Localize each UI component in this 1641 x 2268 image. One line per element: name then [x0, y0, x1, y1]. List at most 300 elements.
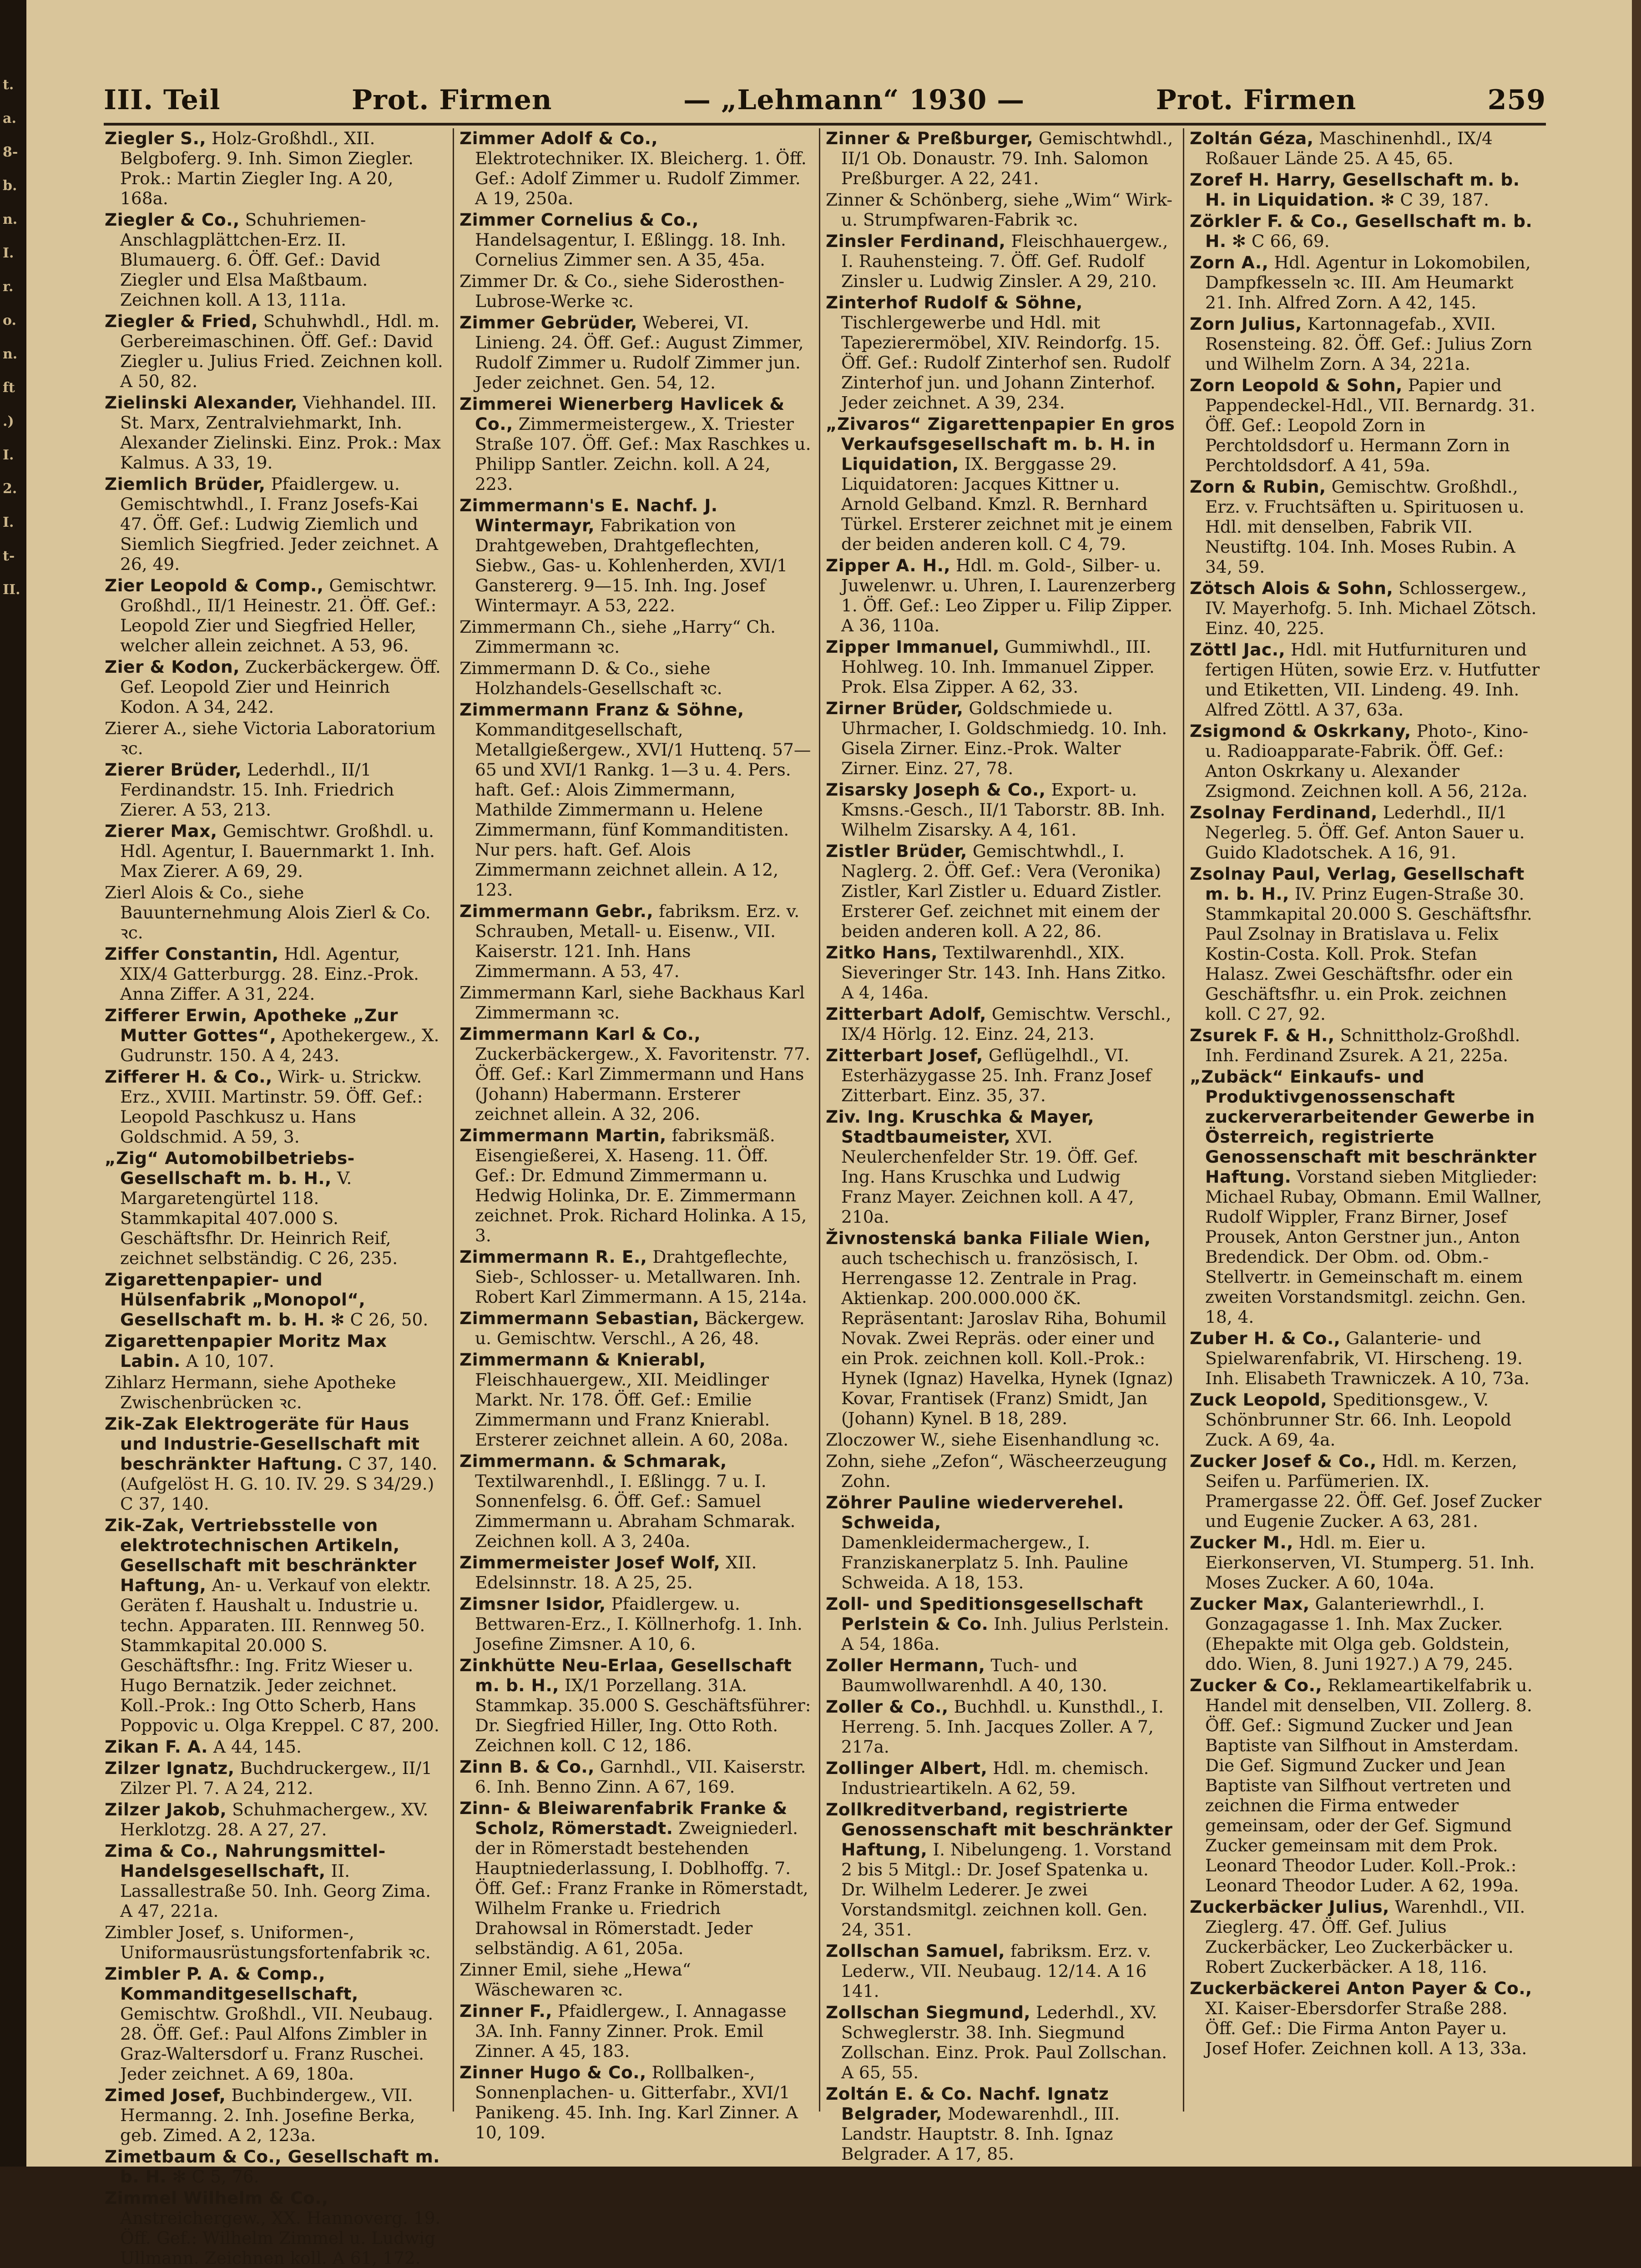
margin-fragment: t.: [3, 77, 14, 93]
column-divider: [1183, 128, 1184, 2112]
firm-name: Ziv. Ing. Kruschka & Mayer, Stadtbaumeister,: [826, 1107, 1095, 1147]
firm-name: Zorn Leopold & Sohn,: [1190, 375, 1403, 395]
directory-entry: [826, 414, 1176, 554]
firm-name: Zimed Josef,: [105, 2085, 226, 2105]
directory-entry: [459, 617, 812, 657]
firm-details: Warenhdl., VII. Zieglerg. 47. Öff. Gef. Julius Zuckerbäcker, Leo Zuckerbäcker u. Robert Zuckerbäcker. A 18, 116.: [1205, 1897, 1525, 1977]
directory-entry: [459, 210, 812, 270]
firm-name: Zöttl Jac.,: [1190, 640, 1286, 660]
firm-details: Anstreichergew., XX. Hannoverg. 19. Öff. Gef.: Wilhelm Zimmel u. Ludwig Ullmann. Zeichnen koll. A 61, 172.: [120, 2208, 441, 2268]
directory-entry: [826, 2084, 1176, 2164]
directory-entry: [826, 1107, 1176, 1227]
adjacent-page-fragments: [3, 68, 23, 607]
directory-entry: [105, 1799, 444, 1840]
directory-entry: [826, 1492, 1176, 1593]
directory-entry: [105, 1331, 444, 1371]
firm-details: Modewarenhdl., III. Landstr. Hauptstr. 8. Inh. Ignaz Belgrader. A 17, 85.: [841, 2104, 1120, 2164]
firm-name: Zikan F. A.: [105, 1737, 208, 1757]
firm-name: Zinkhütte Neu-Erlaa, Gesellschaft m. b. H.,: [459, 1655, 792, 1695]
firm-details: Kommanditgesellschaft, Metallgießergew., XVI/1 Huttenq. 57—65 und XVI/1 Rankg. 1—3 u. 4. Pers. haft. Gef.: Alois Zimmermann, Mathilde Zimmermann u. Helene Zimmermann, fünf Kommanditisten. Nur pers. haft. Gef. Alois Zimmermann zeichnet allein. A 12, 123.: [475, 720, 811, 900]
directory-entry: [826, 1004, 1176, 1044]
firm-details: Pfaidlergew. u. Bettwaren-Erz., I. Köllnerhofg. 1. Inh. Josefine Zimsner. A 10, 6.: [475, 1594, 803, 1654]
directory-entry: [826, 190, 1176, 230]
firm-name: Zisarsky Joseph & Co.,: [826, 780, 1046, 800]
firm-details: Zinner & Schönberg, siehe „Wim“ Wirk- u. Strumpfwaren-Fabrik ꝛc.: [826, 190, 1173, 230]
firm-name: Zollschan Siegmund,: [826, 2002, 1031, 2022]
firm-details: Gemischtwr. Großhdl. u. Hdl. Agentur, I. Bauernmarkt 1. Inh. Max Zierer. A 69, 29.: [120, 821, 435, 881]
firm-details: Gummiwhdl., III. Hohlweg. 10. Inh. Immanuel Zipper. Prok. Elsa Zipper. A 62, 33.: [841, 637, 1155, 697]
directory-entry: [1190, 802, 1542, 862]
book-title: — „Lehmann“ 1930 —: [683, 84, 1025, 116]
firm-name: Zorn Julius,: [1190, 314, 1302, 334]
directory-entry: [826, 637, 1176, 697]
directory-entry: [105, 718, 444, 758]
firm-details: Vorstand sieben Mitglieder: Michael Rubay, Obmann. Emil Wallner, Rudolf Wippler, Franz Birner, Josef Prousek, Anton Gerstner jun., Anton Bredendick. Der Obm. od. Obm.-Stellvertr. in Gemeinschaft m. einem zweiten Vorstandsmitgl. zeichn. Gen. 18, 4.: [1205, 1167, 1542, 1327]
directory-entry: [826, 2002, 1176, 2082]
directory-entry: [459, 1024, 812, 1124]
firm-name: Zoltán E. & Co. Nachf. Ignatz Belgrader,: [826, 2084, 1109, 2124]
firm-name: Zuck Leopold,: [1190, 1390, 1328, 1410]
firm-name: Zilzer Ignatz,: [105, 1758, 235, 1778]
firm-name: Zoller & Co.,: [826, 1697, 949, 1717]
firm-name: Zimmerei Wienerberg Havlicek & Co.,: [459, 394, 785, 434]
directory-entry: [105, 2188, 444, 2268]
firm-details: Zimmer Dr. & Co., siehe Siderosthen-Lubrose-Werke ꝛc.: [459, 271, 785, 311]
directory-entry: [826, 1430, 1176, 1450]
margin-fragment: I.: [3, 245, 14, 261]
firm-name: Zinn B. & Co.,: [459, 1757, 595, 1777]
directory-entry: [105, 1737, 444, 1757]
firm-details: Textilwarenhdl., XIX. Sieveringer Str. 143. Inh. Hans Zitko. A 4, 146a.: [841, 942, 1166, 1003]
directory-entry: [826, 780, 1176, 840]
directory-entry: [459, 128, 812, 208]
directory-entry: [1190, 170, 1542, 210]
firm-name: Zoll- und Speditionsgesellschaft Perlstein & Co.: [826, 1594, 1143, 1634]
directory-entry: [105, 1148, 444, 1268]
firm-name: Zörkler F. & Co., Gesellschaft m. b. H.: [1190, 211, 1533, 251]
firm-details: Inh. Julius Perlstein. A 54, 186a.: [841, 1614, 1169, 1654]
firm-details: Hdl. mit Hutfurnituren und fertigen Hüten, sowie Erz. v. Hutfutter und Etiketten, VII. Lindeng. 49. Inh. Alfred Zöttl. A 37, 63a.: [1205, 640, 1540, 720]
firm-name: Zimmermann Gebr.,: [459, 901, 654, 921]
directory-entry: [1190, 1451, 1542, 1531]
page-edge-shadow: [1632, 0, 1641, 2167]
firm-details: C 37, 140. (Aufgelöst H. G. 10. IV. 29. S 34/29.) C 37, 140.: [120, 1454, 438, 1514]
firm-details: Hdl. m. Eier u. Eierkonserven, VI. Stumperg. 51. Inh. Moses Zucker. A 60, 104a.: [1205, 1532, 1535, 1593]
firm-details: Rollbalken-, Sonnenplachen- u. Gitterfabr., XVI/1 Panikeng. 45. Inh. Ing. Karl Zinner. A 10, 109.: [475, 2062, 798, 2142]
firm-name: Zöhrer Pauline wiederverehel. Schweida,: [826, 1492, 1124, 1532]
firm-details: Reklameartikelfabrik u. Handel mit denselben, VII. Zollerg. 8. Öff. Gef.: Sigmund Zucker und Jean Baptiste van Silfhout in Amsterdam. Die Gef. Sigmund Zucker und Jean Baptiste van Silfhout vertreten und zeichnen die Firma entweder gemeinsam, oder der Gef. Sigmund Zucker gemeinsam mit dem Prok. Leonard Theodor Luder. Koll.-Prok.: Leonard Theodor Luder. A 62, 199a.: [1205, 1675, 1533, 1895]
firm-details: Speditionsgew., V. Schönbrunner Str. 66. Inh. Leopold Zuck. A 69, 4a.: [1205, 1390, 1512, 1450]
firm-name: Zuber H. & Co.,: [1190, 1328, 1341, 1348]
directory-entry: [1190, 1675, 1542, 1895]
directory-entry: [826, 1655, 1176, 1695]
firm-details: Gemischtw. Großhdl., VII. Neubaug. 28. Öff. Gef.: Paul Alfons Zimbler in Graz-Waltersdorf u. Franz Ruschei. Jeder zeichnet. A 69, 180a.: [120, 2004, 434, 2084]
firm-details: Gemischtwhdl., II/1 Ob. Donaustr. 79. Inh. Salomon Preßburger. A 22, 241.: [841, 128, 1173, 188]
firm-name: Zimsner Isidor,: [459, 1594, 606, 1614]
firm-name: Zigarettenpapier Moritz Max Labin.: [105, 1331, 387, 1371]
firm-details: Gemischtwhdl., I. Naglerg. 2. Öff. Gef.: Vera (Veronika) Zistler, Karl Zistler u. Eduard Zistler. Ersterer Gef. zeichnet mit einem der beiden anderen koll. A 22, 86.: [841, 841, 1162, 941]
firm-details: Goldschmiede u. Uhrmacher, I. Goldschmiedg. 10. Inh. Gisela Zirner. Einz.-Prok. Walter Zirner. Einz. 27, 78.: [841, 698, 1167, 778]
firm-details: Holz-Großhdl., XII. Belgboferg. 9. Inh. Simon Ziegler. Prok.: Martin Ziegler Ing. A 20, 168a.: [120, 128, 414, 208]
firm-name: Ziemlich Brüder,: [105, 474, 266, 494]
firm-name: Zitko Hans,: [826, 942, 938, 963]
firm-name: Zuckerbäckerei Anton Payer & Co.,: [1190, 1978, 1532, 1998]
directory-entry: [1190, 1328, 1542, 1388]
directory-entry: [826, 1799, 1176, 1940]
firm-details: Elektrotechniker. IX. Bleicherg. 1. Öff. Gef.: Adolf Zimmer u. Rudolf Zimmer. A 19, 250a.: [475, 148, 807, 208]
directory-entry: [459, 312, 812, 393]
firm-details: Fleischhauergew., I. Rauhensteing. 7. Öff. Gef. Rudolf Zinsler u. Ludwig Zinsler. A 29, 210.: [841, 231, 1168, 291]
firm-name: Zinner F.,: [459, 2001, 553, 2021]
directory-entry: [105, 944, 444, 1004]
firm-details: Hdl. Agentur, XIX/4 Gatterburgg. 28. Einz.-Prok. Anna Ziffer. A 31, 224.: [120, 944, 419, 1004]
directory-entry: [826, 1941, 1176, 2001]
directory-entry: [1190, 1594, 1542, 1674]
directory-entry: [105, 2147, 444, 2187]
margin-fragment: a.: [3, 111, 16, 126]
firm-details: A 10, 107.: [186, 1351, 274, 1371]
firm-details: XVI. Neulerchenfelder Str. 19. Öff. Gef. Ing. Hans Kruschka und Ludwig Franz Mayer. Zeichnen koll. A 47, 210a.: [841, 1127, 1139, 1227]
firm-name: Zipper A. H.,: [826, 555, 951, 575]
firm-name: Zistler Brüder,: [826, 841, 967, 861]
directory-entry: [459, 1798, 812, 1958]
margin-fragment: t-: [3, 548, 15, 564]
page-header: [104, 73, 1546, 127]
firm-details: Export- u. Kmsns.-Gesch., II/1 Taborstr. 8B. Inh. Wilhelm Zisarsky. A 4, 161.: [841, 780, 1166, 840]
firm-name: Zucker & Co.,: [1190, 1675, 1323, 1695]
firm-name: Ziffer Constantin,: [105, 944, 279, 964]
firm-name: Zorn A.,: [1190, 252, 1269, 272]
firm-name: Zimmer Adolf & Co.,: [459, 128, 658, 148]
directory-entry: [459, 658, 812, 698]
firm-details: Hdl. m. Kerzen, Seifen u. Parfümerien. IX. Pramergasse 22. Öff. Gef. Josef Zucker und Eugenie Zucker. A 63, 281.: [1205, 1451, 1542, 1531]
column-1: [105, 128, 444, 2268]
firm-name: Zitterbart Josef,: [826, 1045, 983, 1065]
directory-entry: [459, 1655, 812, 1755]
firm-details: Wirk- u. Strickw. Erz., XVIII. Martinstr. 59. Öff. Gef.: Leopold Paschkusz u. Hans Goldschmid. A 59, 3.: [120, 1067, 423, 1147]
directory-entry: [826, 292, 1176, 413]
firm-details: A 44, 145.: [213, 1737, 302, 1757]
directory-entry: [105, 657, 444, 717]
margin-fragment: n.: [3, 346, 18, 362]
directory-entry: [826, 1697, 1176, 1757]
directory-entry: [459, 1552, 812, 1593]
firm-name: Zilzer Jakob,: [105, 1799, 227, 1819]
directory-entry: [105, 1005, 444, 1065]
directory-entry: [1190, 1390, 1542, 1450]
firm-details: Zweigniederl. der in Römerstadt bestehenden Hauptniederlassung, I. Doblhoffg. 7. Öff. Gef.: Franz Franke in Römerstadt, Wilhelm Franke u. Friedrich Drahowsal in Römerstadt. Jeder selbständig. A 61, 205a.: [475, 1818, 808, 1958]
firm-name: Zinner Hugo & Co.,: [459, 2062, 646, 2082]
firm-details: Gemischtw. Großhdl., Erz. v. Fruchtsäften u. Spirituosen u. Hdl. mit denselben, Fabrik VII. Neustiftg. 104. Inh. Moses Rubin. A 34, 59.: [1205, 477, 1525, 577]
firm-name: Zimmermann Sebastian,: [459, 1308, 700, 1328]
firm-details: II. Lassallestraße 50. Inh. Georg Zima. A 47, 221a.: [120, 1861, 431, 1921]
column-4: [1190, 128, 1542, 2130]
firm-details: Fleischhauergew., XII. Meidlinger Markt. Nr. 178. Öff. Gef.: Emilie Zimmermann und Franz Knierabl. Ersterer zeichnet allein. A 60, 208a.: [475, 1370, 789, 1450]
directory-entry: [105, 1964, 444, 2084]
firm-name: Zoref H. Harry, Gesellschaft m. b. H. in Liquidation.: [1190, 170, 1520, 210]
firm-details: Tischlergewerbe und Hdl. mit Tapezierermöbel, XIV. Reindorfg. 15. Öff. Gef.: Rudolf Zinterhof sen. Rudolf Zinterhof jun. und Johann Zinterhof. Jeder zeichnet. A 39, 234.: [841, 312, 1170, 413]
directory-entry: [1190, 578, 1542, 638]
directory-entry: [105, 882, 444, 942]
firm-name: „Zubäck“ Einkaufs- und Produktivgenossenschaft zuckerverarbeitender Gewerbe in Österreich, registrierte Genossenschaft mit beschränkter Haftung.: [1190, 1067, 1537, 1187]
firm-name: Zifferer H. & Co.,: [105, 1067, 273, 1087]
firm-name: Zuckerbäcker Julius,: [1190, 1897, 1389, 1917]
directory-entry: [826, 841, 1176, 941]
directory-entry: [105, 1758, 444, 1798]
directory-entry: [105, 2085, 444, 2145]
firm-details: Zohn, siehe „Zefon“, Wäscheerzeugung Zohn.: [826, 1451, 1167, 1491]
page-number: 259: [1487, 84, 1546, 116]
firm-details: Weberei, VI. Linieng. 24. Öff. Gef.: August Zimmer, Rudolf Zimmer u. Rudolf Zimmer jun. Jeder zeichnet. Gen. 54, 12.: [475, 312, 804, 393]
firm-name: Zipper Immanuel,: [826, 637, 1000, 657]
firm-details: IX/1 Porzellang. 31A. Stammkap. 35.000 S. Geschäftsführer: Dr. Siegfried Hiller, Ing. Otto Roth. Zeichnen koll. C 12, 186.: [475, 1675, 811, 1755]
header-rule: [104, 123, 1546, 126]
firm-name: „Zig“ Automobilbetriebs-Gesellschaft m. b. H.,: [105, 1148, 355, 1188]
firm-details: Zuckerbäckergew., X. Favoritenstr. 77. Öff. Gef.: Karl Zimmermann und Hans (Johann) Habermann. Ersterer zeichnet allein. A 32, 206.: [475, 1044, 810, 1124]
firm-name: Ziegler & Co.,: [105, 210, 240, 230]
firm-name: Zima & Co., Nahrungsmittel-Handelsgesellschaft,: [105, 1841, 386, 1881]
margin-fragment: II.: [3, 582, 20, 598]
firm-details: Pfaidlergew. u. Gemischtwhdl., I. Franz Josefs-Kai 47. Öff. Gef.: Ludwig Ziemlich und Siemlich Siegfried. Jeder zeichnet. A 26, 49.: [120, 474, 438, 574]
directory-entry: [105, 1414, 444, 1514]
firm-details: Hdl. m. Gold-, Silber- u. Juwelenwr. u. Uhren, I. Laurenzerberg 1. Öff. Gef.: Leo Zipper u. Filip Zipper. A 36, 110a.: [841, 555, 1176, 635]
firm-details: Schlossergew., IV. Mayerhofg. 5. Inh. Michael Zötsch. Einz. 40, 225.: [1205, 578, 1537, 638]
firm-details: Viehhandel. III. St. Marx, Zentralviehmarkt, Inh. Alexander Zielinski. Einz. Prok.: Max Kalmus. A 33, 19.: [120, 393, 441, 473]
firm-details: An- u. Verkauf von elektr. Geräten f. Haushalt u. Industrie u. techn. Apparaten. III. Rennweg 50. Stammkapital 20.000 S. Geschäftsfhr.: Ing. Fritz Wieser u. Hugo Bernatzik. Jeder zeichnet. Koll.-Prok.: Ing Otto Scherb, Hans Poppovic u. Olga Kreppel. C 87, 200.: [120, 1575, 439, 1735]
firm-name: Zinterhof Rudolf & Söhne,: [826, 292, 1083, 312]
directory-entry: [459, 700, 812, 900]
firm-name: Zinn- & Bleiwarenfabrik Franke & Scholz, Römerstadt.: [459, 1798, 788, 1838]
firm-details: Maschinenhdl., IX/4 Roßauer Lände 25. A 45, 65.: [1205, 128, 1493, 168]
firm-name: Živnostenská banka Filiale Wien,: [826, 1228, 1151, 1248]
directory-entry: [826, 1758, 1176, 1798]
directory-entry: [105, 1515, 444, 1735]
firm-name: Zoller Hermann,: [826, 1655, 985, 1675]
directory-entry: [1190, 640, 1542, 720]
directory-entry: [459, 1125, 812, 1245]
firm-name: Zik-Zak Elektrogeräte für Haus und Industrie-Gesellschaft mit beschränkter Haftung.: [105, 1414, 420, 1474]
firm-details: IX. Berggasse 29. Liquidatoren: Jacques Kittner u. Arnold Gelband. Kmzl. R. Bernhard Türkel. Ersterer zeichnet mit je einem der beiden anderen koll. C 4, 79.: [841, 454, 1173, 554]
directory-entry: [1190, 314, 1542, 374]
column-3: [826, 128, 1176, 2164]
firm-name: Zimmermann. & Schmarak,: [459, 1451, 727, 1471]
firm-details: Bäckergew. u. Gemischtw. Verschl., A 26, 48.: [475, 1308, 805, 1348]
firm-details: V. Margaretengürtel 118. Stammkapital 407.000 S. Geschäftsfhr. Dr. Heinrich Reif, zeichnet selbständig. C 26, 235.: [120, 1168, 398, 1268]
firm-name: Ziegler S.,: [105, 128, 207, 148]
firm-name: Zollkreditverband, registrierte Genossenschaft mit beschränkter Haftung,: [826, 1799, 1173, 1860]
firm-name: Zimmermeister Josef Wolf,: [459, 1552, 721, 1572]
directory-entry: [459, 2001, 812, 2061]
margin-fragment: 2.: [3, 481, 17, 497]
directory-entry: [1190, 128, 1542, 168]
firm-name: Zimbler P. A. & Comp., Kommanditgesellschaft,: [105, 1964, 358, 2004]
directory-entry: [1190, 252, 1542, 312]
directory-entry: [459, 1757, 812, 1797]
firm-details: XI. Kaiser-Ebersdorfer Straße 288. Öff. Gef.: Die Firma Anton Payer u. Josef Hofer. Zeichnen koll. A 13, 33a.: [1205, 1998, 1527, 2058]
firm-name: Zötsch Alois & Sohn,: [1190, 578, 1394, 598]
directory-entry: [1190, 1025, 1542, 1065]
directory-entry: [826, 1594, 1176, 1654]
firm-details: Buchdruckergew., II/1 Zilzer Pl. 7. A 24, 212.: [120, 1758, 432, 1798]
firm-details: Lederhdl., II/1 Negerleg. 5. Öff. Gef. Anton Sauer u. Guido Kladotschek. A 16, 91.: [1205, 802, 1525, 862]
firm-name: Zucker Max,: [1190, 1594, 1310, 1614]
directory-entry: [1190, 721, 1542, 801]
directory-entry: [105, 210, 444, 310]
margin-fragment: o.: [3, 312, 16, 328]
firm-details: IV. Prinz Eugen-Straße 30. Stammkapital 20.000 S. Geschäftsfhr. Paul Zsolnay in Bratislava u. Felix Kostin-Costa. Koll. Prok. Stefan Halasz. Zwei Geschäftsfhr. oder ein Geschäftsfhr. u. ein Prok. zeichnen koll. C 27, 92.: [1205, 884, 1532, 1024]
firm-details: Hdl. m. chemisch. Industrieartikeln. A 62, 59.: [841, 1758, 1149, 1798]
firm-details: Schnittholz-Großhdl. Inh. Ferdinand Zsurek. A 21, 225a.: [1205, 1025, 1520, 1065]
margin-fragment: I.: [3, 514, 14, 530]
directory-entry: [459, 1350, 812, 1450]
directory-entry: [1190, 1897, 1542, 1977]
directory-entry: [459, 271, 812, 311]
directory-entry: [826, 698, 1176, 778]
firm-details: Schuhwhdl., Hdl. m. Gerbereimaschinen. Öff. Gef.: David Ziegler u. Julius Fried. Zeichnen koll. A 50, 82.: [120, 311, 443, 391]
firm-details: Hdl. Agentur in Lokomobilen, Dampfkesseln ꝛc. III. Am Heumarkt 21. Inh. Alfred Zorn. A 42, 145.: [1205, 252, 1531, 312]
firm-name: Zimmermann & Knierabl,: [459, 1350, 706, 1370]
directory-entry: [459, 1308, 812, 1348]
firm-name: Zielinski Alexander,: [105, 393, 298, 413]
firm-name: Zimmermann Franz & Söhne,: [459, 700, 744, 720]
firm-details: XII. Edelsinnstr. 18. A 25, 25.: [475, 1552, 757, 1593]
margin-fragment: n.: [3, 212, 18, 227]
directory-entry: [105, 1922, 444, 1962]
firm-details: Buchbindergew., VII. Hermanng. 2. Inh. Josefine Berka, geb. Zimed. A 2, 123a.: [120, 2085, 415, 2145]
directory-entry: [826, 231, 1176, 291]
directory-entry: [105, 311, 444, 391]
firm-name: Ziegler & Fried,: [105, 311, 258, 331]
margin-fragment: r.: [3, 279, 14, 295]
firm-details: Zimmermeistergew., X. Triester Straße 107. Öff. Gef.: Max Raschkes u. Philipp Santler. Zeichn. koll. A 24, 223.: [475, 414, 811, 494]
firm-details: Tuch- und Baumwollwarenhdl. A 40, 130.: [841, 1655, 1108, 1695]
firm-name: Zimmer Cornelius & Co.,: [459, 210, 699, 230]
directory-entry: [105, 1270, 444, 1330]
directory-entry: [826, 1045, 1176, 1105]
directory-entry: [459, 1960, 812, 2000]
firm-details: fabriksm. Erz. v. Schrauben, Metall- u. Eisenw., VII. Kaiserstr. 121. Inh. Hans Zimmermann. A 53, 47.: [475, 901, 800, 981]
directory-entry: [105, 474, 444, 574]
column-divider: [819, 128, 820, 2112]
firm-name: Zimmermann's E. Nachf. J. Wintermayr,: [459, 495, 718, 535]
directory-entry: [105, 1841, 444, 1921]
directory-entry: [1190, 375, 1542, 475]
margin-fragment: I.: [3, 447, 14, 463]
firm-details: Galanteriewrhdl., I. Gonzagagasse 1. Inh. Max Zucker. (Ehepakte mit Olga geb. Goldstein, ddo. Wien, 8. Juni 1927.) A 79, 245.: [1205, 1594, 1513, 1674]
firm-details: Gemischtwr. Großhdl., II/1 Heinestr. 21. Öff. Gef.: Leopold Zier und Siegfried Heller, welcher allein zeichnet. A 53, 96.: [120, 575, 437, 655]
firm-name: Zucker Josef & Co.,: [1190, 1451, 1377, 1471]
firm-details: Lederhdl., XV. Schweglerstr. 38. Inh. Siegmund Zollschan. Einz. Prok. Paul Zollschan. A 65, 55.: [841, 2002, 1167, 2082]
directory-entry: [459, 495, 812, 615]
directory-entry: [105, 575, 444, 655]
firm-details: Papier und Pappendeckel-Hdl., VII. Bernardg. 31. Öff. Gef.: Leopold Zorn in Perchtoldsdorf u. Hermann Zorn in Perchtoldsdorf. A 41, 59a.: [1205, 375, 1535, 475]
firm-details: I. Nibelungeng. 1. Vorstand 2 bis 5 Mitgl.: Dr. Josef Spatenka u. Dr. Wilhelm Lederer. Je zwei Vorstandsmitgl. zeichnen koll. Gen. 24, 351.: [841, 1840, 1172, 1940]
firm-name: Zinner & Preßburger,: [826, 128, 1034, 148]
firm-name: Zik-Zak, Vertriebsstelle von elektrotechnischen Artikeln, Gesellschaft mit beschränkter Haftung,: [105, 1515, 417, 1595]
firm-name: Zinsler Ferdinand,: [826, 231, 1006, 251]
directory-entry: [105, 821, 444, 881]
directory-entry: [105, 1067, 444, 1147]
directory-entry: [1190, 477, 1542, 577]
firm-name: Zierer Brüder,: [105, 760, 242, 780]
column-2: [459, 128, 812, 2142]
firm-details: Zimmermann Karl, siehe Backhaus Karl Zimmermann ꝛc.: [459, 983, 805, 1023]
directory-entry: [459, 2062, 812, 2142]
margin-fragment: 8-: [3, 144, 18, 160]
directory-entry: [459, 983, 812, 1023]
firm-name: Zsolnay Ferdinand,: [1190, 802, 1378, 822]
firm-name: Zier Leopold & Comp.,: [105, 575, 324, 595]
firm-details: Handelsagentur, I. Eßlingg. 18. Inh. Cornelius Zimmer sen. A 35, 45a.: [475, 230, 786, 270]
firm-name: Zoltán Géza,: [1190, 128, 1314, 148]
firm-name: „Zivaros“ Zigarettenpapier En gros Verkaufsgesellschaft m. b. H. in Liquidation,: [826, 414, 1175, 474]
firm-name: Zier & Kodon,: [105, 657, 240, 677]
firm-details: ✻ C 39, 187.: [1380, 190, 1490, 210]
directory-entry: [826, 128, 1176, 188]
firm-details: Photo-, Kino- u. Radioapparate-Fabrik. Öff. Gef.: Anton Oskrkany u. Alexander Zsigmond. Zeichnen koll. A 56, 212a.: [1205, 721, 1529, 801]
directory-entry: [826, 1451, 1176, 1491]
firm-details: Drahtgeflechte, Sieb-, Schlosser- u. Metallwaren. Inh. Robert Karl Zimmermann. A 15, 214a.: [475, 1247, 807, 1307]
firm-details: Gemischtw. Verschl., IX/4 Hörlg. 12. Einz. 24, 213.: [841, 1004, 1171, 1044]
firm-details: Zuckerbäckergew. Öff. Gef. Leopold Zier und Heinrich Kodon. A 34, 242.: [120, 657, 441, 717]
firm-details: Garnhdl., VII. Kaiserstr. 6. Inh. Benno Zinn. A 67, 169.: [475, 1757, 806, 1797]
directory-entry: [826, 1228, 1176, 1428]
firm-details: auch tschechisch u. französisch, I. Herrengasse 12. Zentrale in Prag. Aktienkap. 200.000.000 čK. Repräsentant: Jaroslav Riha, Bohumil Novak. Zwei Repräs. oder einer und ein Prok. zeichnen koll. Koll.-Prok.: Hynek (Ignaz) Havelka, Hynek (Ignaz) Kovar, Frantisek (Franz) Smidt, Jan (Johann) Kynel. B 18, 289.: [841, 1248, 1173, 1428]
directory-entry: [1190, 1978, 1542, 2058]
firm-name: Zifferer Erwin, Apotheke „Zur Mutter Gottes“,: [105, 1005, 398, 1045]
directory-entry: [826, 555, 1176, 635]
firm-details: Textilwarenhdl., I. Eßlingg. 7 u. I. Sonnenfelsg. 6. Öff. Gef.: Samuel Zimmermann u. Abraham Schmarak. Zeichnen koll. A 3, 240a.: [475, 1471, 796, 1551]
directory-entry: [826, 942, 1176, 1003]
margin-fragment: ft: [3, 380, 15, 396]
firm-details: Zierl Alois & Co., siehe Bauunternehmung Alois Zierl & Co. ꝛc.: [105, 882, 431, 942]
firm-details: ✻ C 26, 50.: [330, 1310, 429, 1330]
firm-details: fabriksmäß. Eisengießerei, X. Haseng. 11. Öff. Gef.: Dr. Edmund Zimmermann u. Hedwig Holinka, Dr. E. Zimmermann zeichnet. Prok. Richard Holinka. A 15, 3.: [475, 1125, 807, 1245]
firm-name: Zigarettenpapier- und Hülsenfabrik „Monopol“, Gesellschaft m. b. H.: [105, 1270, 366, 1330]
directory-entry: [1190, 864, 1542, 1024]
firm-details: ✻ C 66, 69.: [1232, 231, 1330, 251]
firm-details: Zimbler Josef, s. Uniformen-, Uniformausrüstungsfortenfabrik ꝛc.: [105, 1922, 431, 1962]
firm-details: ✻ C 5, 76.: [172, 2167, 259, 2187]
firm-details: Zimmermann Ch., siehe „Harry“ Ch. Zimmermann ꝛc.: [459, 617, 776, 657]
firm-details: Galanterie- und Spielwarenfabrik, VI. Hirscheng. 19. Inh. Elisabeth Trawniczek. A 10, 73a.: [1205, 1328, 1530, 1388]
section-label-left: Prot. Firmen: [351, 84, 552, 116]
firm-name: Zimmermann Martin,: [459, 1125, 666, 1145]
firm-name: Zsigmond & Oskrkany,: [1190, 721, 1411, 741]
firm-details: Zloczower W., siehe Eisenhandlung ꝛc.: [826, 1430, 1160, 1450]
firm-name: Zimmel Wilhelm & Co.,: [105, 2188, 328, 2208]
firm-name: Zimmer Gebrüder,: [459, 312, 637, 333]
directory-entry: [459, 1451, 812, 1551]
part-label: III. Teil: [104, 84, 221, 116]
column-divider: [453, 128, 454, 2112]
directory-entry: [1190, 211, 1542, 251]
firm-name: Zimetbaum & Co., Gesellschaft m. b. H.: [105, 2147, 440, 2187]
firm-name: Zimmermann R. E.,: [459, 1247, 647, 1267]
firm-details: Zimmermann D. & Co., siehe Holzhandels-Gesellschaft ꝛc.: [459, 658, 722, 698]
firm-name: Zucker M.,: [1190, 1532, 1293, 1552]
directory-entry: [459, 394, 812, 494]
firm-details: Fabrikation von Drahtgeweben, Drahtgeflechten, Siebw., Gas- u. Kohlenherden, XVI/1 Ganstererg. 9—15. Inh. Ing. Josef Wintermayr. A 53, 222.: [475, 515, 788, 615]
firm-details: Zierer A., siehe Victoria Laboratorium ꝛc.: [105, 718, 436, 758]
firm-name: Zimmermann Karl & Co.,: [459, 1024, 701, 1044]
adjacent-page-edge: [0, 0, 26, 2167]
firm-details: Schuhmachergew., XV. Herklotzg. 28. A 27, 27.: [120, 1799, 429, 1840]
firm-name: Zorn & Rubin,: [1190, 477, 1326, 497]
firm-details: fabriksm. Erz. v. Lederw., VII. Neubaug. 12/14. A 16 141.: [841, 1941, 1151, 2001]
firm-details: Pfaidlergew., I. Annagasse 3A. Inh. Fanny Zinner. Prok. Emil Zinner. A 45, 183.: [475, 2001, 787, 2061]
firm-name: Zollinger Albert,: [826, 1758, 988, 1778]
